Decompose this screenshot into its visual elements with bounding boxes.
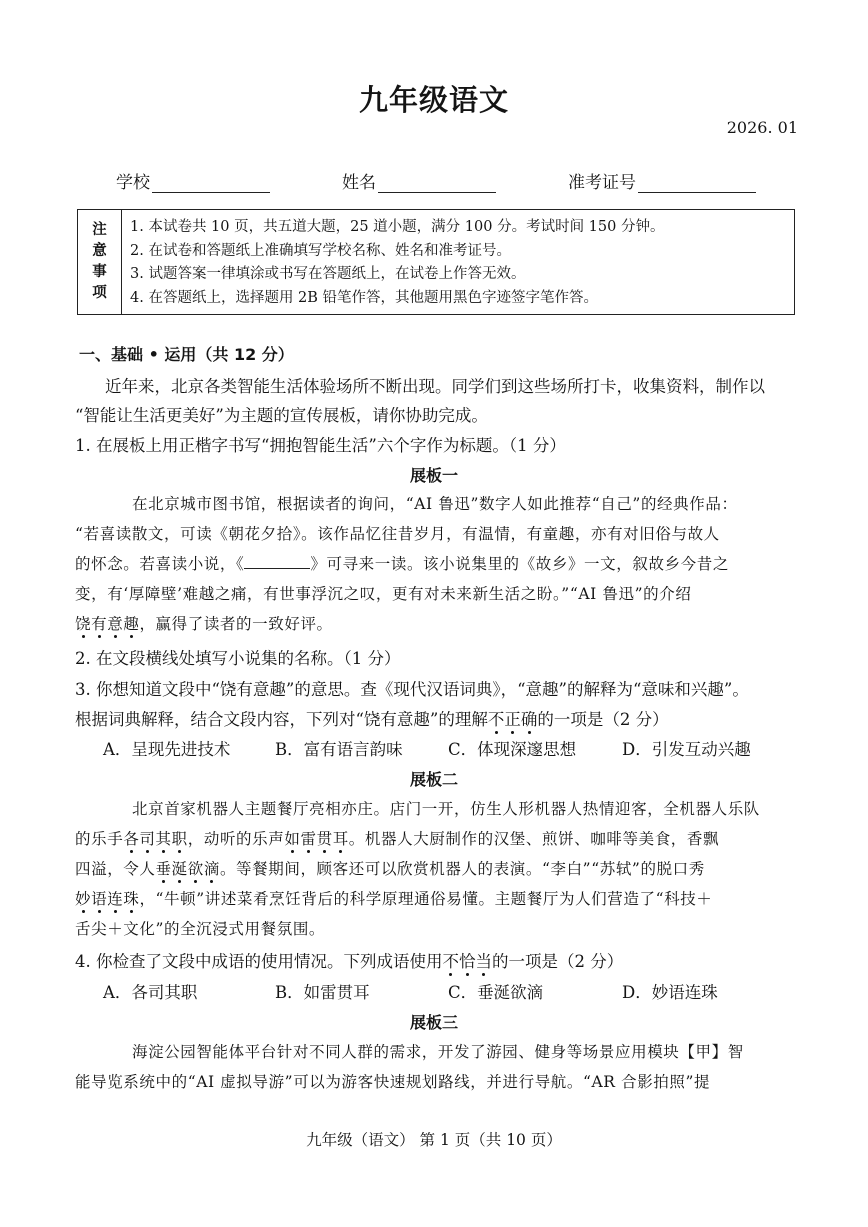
emphasis-char: 耳 [332,830,349,848]
question-3-line: 3. 你想知道文段中“饶有意趣”的意思。查《现代汉语词典》，“意趣”的解释为“意味和兴趣”。 [75,680,749,699]
idiom [75,890,139,908]
emphasis-char: 确 [520,710,538,729]
intro-line: 近年来，北京各类智能生活体验场所不断出现。同学们到这些场所打卡，收集资料，制作以 [105,377,765,396]
emphasis-char: 意 [107,615,124,633]
panel-3-line: 能导览系统中的“AI 虚拟导游”可以为游客快速规划路线，并进行导航。“AR 合影拍照”提 [75,1073,711,1091]
panel-2-line [75,857,705,879]
notice-list [122,210,664,314]
panel-2-line: 北京首家机器人主题餐厅亮相亦庄。店门一开，仿生人形机器人热情迎客，全机器人乐队 [132,800,760,818]
panel-1-line: 变，有‘厚障壁’难越之痛，有世事浮沉之叹，更有对未来新生活之盼。”“AI 鲁迅”的介绍 [75,585,692,603]
emphasis-char: 如 [284,830,301,848]
emphasis-char: 趣 [123,615,140,633]
emphasis-char: 司 [139,830,156,848]
name-label: 姓名 [342,173,376,193]
panel-2-text: 四溢，令人 [75,860,156,878]
emphasized-word [488,710,538,729]
panel-1-line: 在北京城市图书馆，根据读者的询问，“AI 鲁迅”数字人如此推荐“自己”的经典作品： [132,495,738,513]
exam-id-label: 准考证号 [568,173,636,193]
school-blank[interactable] [152,173,270,193]
panel-1-text: ，赢得了读者的一致好评。 [139,615,333,633]
panel-1-text: 的怀念。若喜读小说，《 [75,555,245,573]
notice-item: 2. 在试卷和答题纸上准确填写学校名称、姓名和准考证号。 [130,242,511,259]
question-4-text: 的一项是（2 分） [492,952,624,971]
notice-heading-char: 事 [92,264,107,280]
panel-2-text: ，“牛顿”讲述菜肴烹饪背后的科学原理通俗易懂。主题餐厅为人们营造了“科技＋ [139,890,713,908]
emphasis-char: 妙 [75,890,92,908]
panel-1-line: “若喜读散文，可读《朝花夕拾》。该作品忆往昔岁月，有温情，有童趣，亦有对旧俗与故人 [75,525,720,543]
question-2: 2. 在文段横线处填写小说集的名称。（1 分） [75,649,401,668]
panel-2-title: 展板二 [409,770,458,789]
notice-heading [78,210,122,314]
emphasis-char: 当 [475,952,492,971]
panel-1-text: 》可寻来一读。该小说集里的《故乡》一文，叙故乡今昔之 [310,555,729,573]
notice-heading-char: 意 [92,243,107,259]
exam-id-field[interactable] [568,168,756,193]
school-field[interactable] [116,168,270,193]
emphasis-char: 不 [442,952,459,971]
emphasis-char: 各 [123,830,140,848]
panel-1-line [75,612,333,634]
option-a[interactable]: A．各司其职 [103,983,198,1002]
idiom [156,860,220,878]
option-d[interactable]: D．妙语连珠 [622,983,718,1002]
question-3-text: 的一项是（2 分） [537,710,669,729]
emphasis-char: 其 [155,830,172,848]
school-label: 学校 [116,173,150,193]
option-b[interactable]: B．如雷贯耳 [275,983,370,1002]
panel-2-line: 舌尖＋文化”的全沉浸式用餐氛围。 [75,920,326,938]
emphasis-char: 雷 [300,830,317,848]
notice-heading-char: 注 [92,222,107,238]
option-c[interactable]: C．垂涎欲滴 [448,983,544,1002]
question-4-line [75,948,623,972]
panel-3-line: 海淀公园智能体平台针对不同人群的需求，开发了游园、健身等场景应用模块【甲】智 [132,1043,744,1061]
emphasis-char: 欲 [187,860,204,878]
emphasis-char: 贯 [316,830,333,848]
option-d[interactable]: D．引发互动兴趣 [622,740,751,759]
option-c[interactable]: C．体现深邃思想 [448,740,577,759]
intro-line: “智能让生活更美好”为主题的宣传展板，请你协助完成。 [75,406,488,425]
option-b[interactable]: B．富有语言韵味 [275,740,403,759]
option-a[interactable]: A．呈现先进技术 [103,740,231,759]
emphasis-char: 饶 [75,615,92,633]
section-heading: 一、基础 • 运用（共 12 分） [79,345,294,364]
emphasis-char: 连 [107,890,124,908]
exam-id-blank[interactable] [638,173,756,193]
emphasis-char: 涎 [171,860,188,878]
exam-date: 2026. 01 [726,118,798,137]
emphasized-word [443,952,493,971]
panel-2-text: ，动听的乐声 [187,830,285,848]
panel-1-line [75,552,729,574]
question-1: 1. 在展板上用正楷字书写“拥抱智能生活”六个字作为标题。（1 分） [75,436,566,455]
question-3-line [75,706,669,730]
panel-2-text: 。等餐期间，顾客还可以欣赏机器人的表演。“李白”“苏轼”的脱口秀 [219,860,705,878]
question-3-text: 根据词典解释，结合文段内容，下列对“饶有意趣”的理解 [75,710,488,729]
emphasized-phrase [75,615,139,633]
notice-box [77,209,795,315]
emphasis-char: 不 [487,710,505,729]
emphasis-char: 垂 [155,860,172,878]
emphasis-char: 滴 [203,860,220,878]
emphasis-char: 语 [91,890,108,908]
panel-2-text: 的乐手 [75,830,124,848]
notice-heading-char: 项 [92,285,107,301]
emphasis-char: 珠 [123,890,140,908]
question-4-text: 4. 你检查了文段中成语的使用情况。下列成语使用 [75,952,443,971]
emphasis-char: 职 [171,830,188,848]
idiom [284,830,348,848]
idiom [123,830,187,848]
notice-item: 3. 试题答案一律填涂或书写在答题纸上，在试卷上作答无效。 [130,266,526,282]
panel-2-text: 。机器人大厨制作的汉堡、煎饼、咖啡等美食，香飘 [348,830,720,848]
name-blank[interactable] [378,173,496,193]
notice-item: 4. 在答题纸上，选择题用 2B 铅笔作答，其他题用黑色字迹签字笔作答。 [130,289,599,306]
page-footer: 九年级（语文） 第 1 页（共 10 页） [306,1131,562,1149]
novel-title-blank[interactable] [244,553,310,569]
page-title: 九年级语文 [358,83,509,117]
name-field[interactable] [342,168,496,193]
emphasis-char: 有 [91,615,108,633]
panel-2-line [75,827,719,849]
emphasis-char: 正 [504,710,521,729]
emphasis-char: 恰 [459,952,476,971]
notice-item: 1. 本试卷共 10 页，共五道大题，25 道小题，满分 100 分。考试时间 150 分钟。 [130,219,665,235]
panel-1-title: 展板一 [409,466,458,485]
panel-2-line [75,887,712,909]
panel-3-title: 展板三 [409,1013,458,1032]
